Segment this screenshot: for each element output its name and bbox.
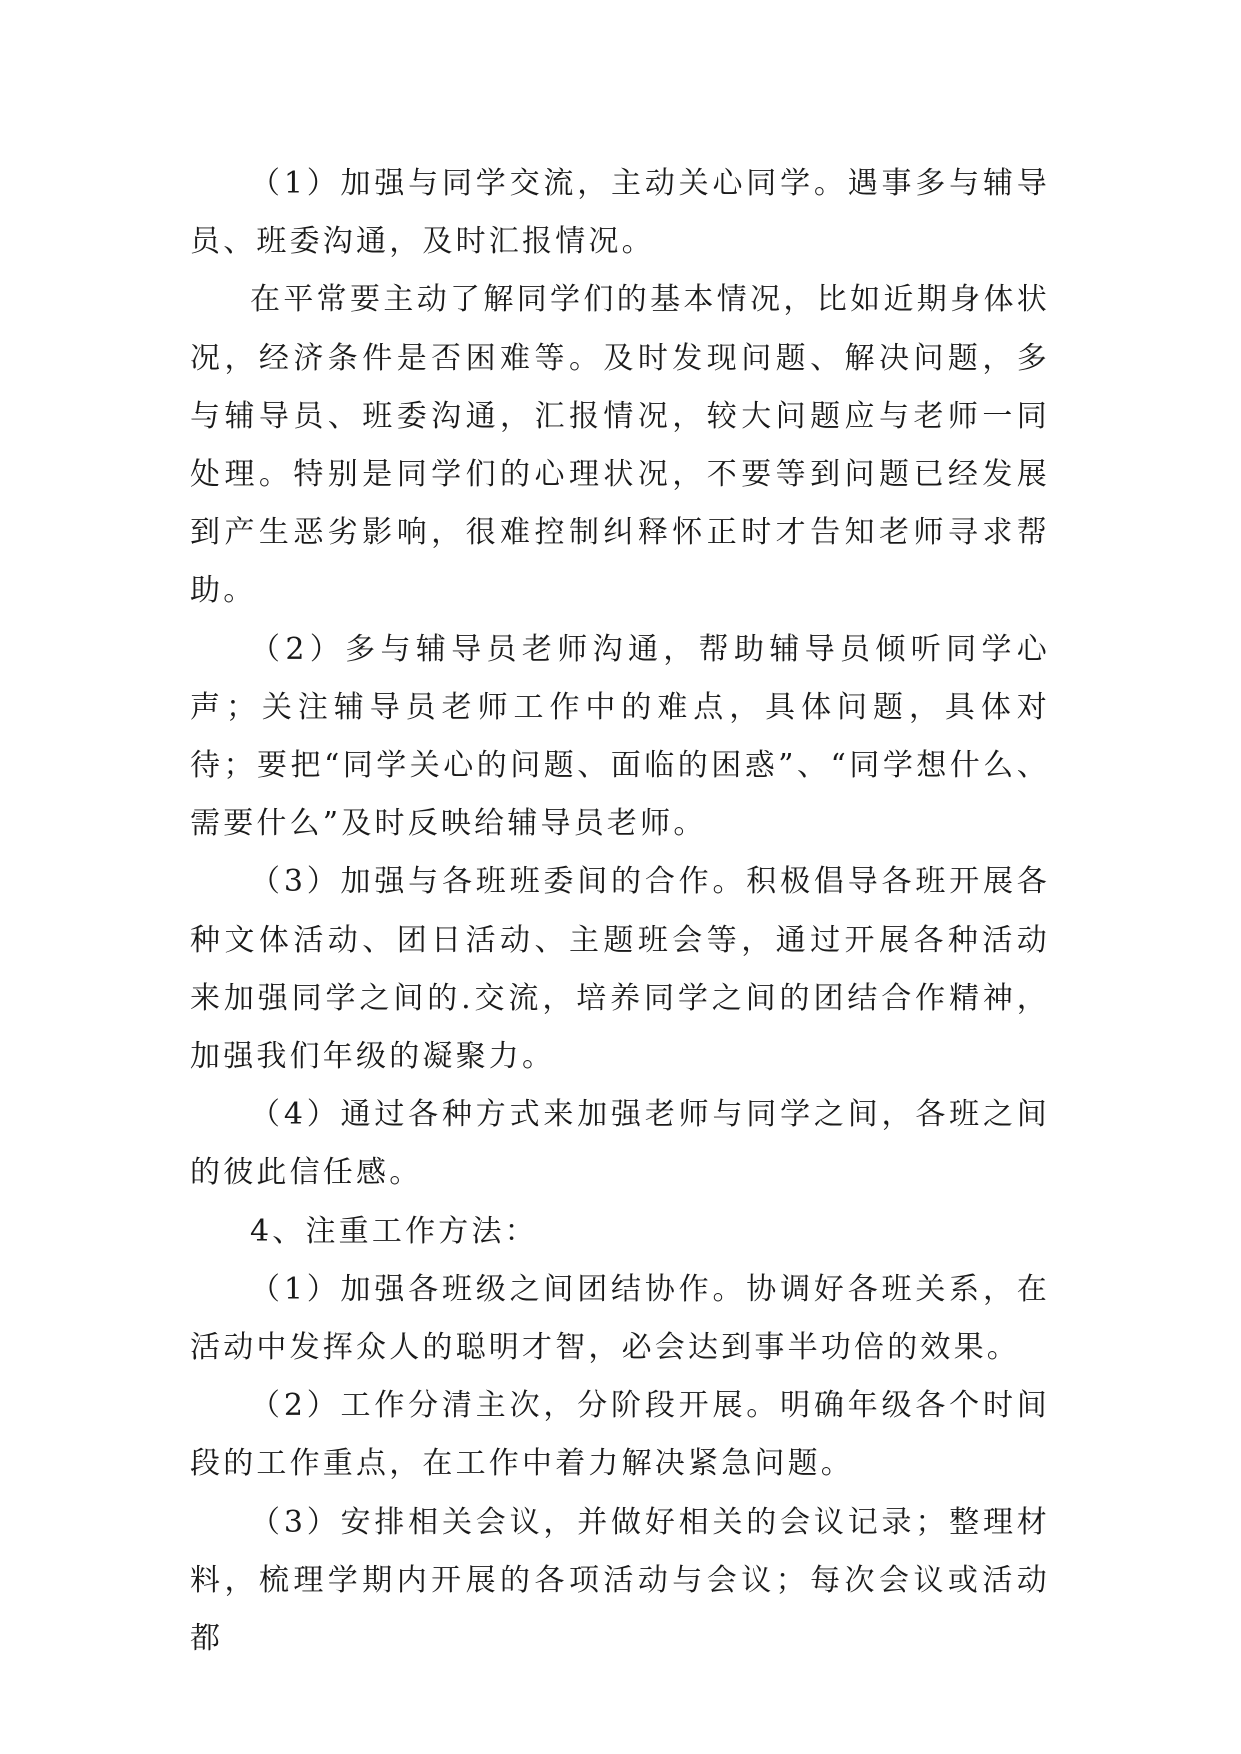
paragraph: （3）加强与各班班委间的合作。积极倡导各班开展各种文体活动、团日活动、主题班会等，通过开展各种活动来加强同学之间的.交流，培养同学之间的团结合作精神，加强我们年级的凝聚力。	[190, 864, 1050, 1075]
paragraph: （2）多与辅导员老师沟通，帮助辅导员倾听同学心声；关注辅导员老师工作中的难点，具体问题，具体对待；要把“同学关心的问题、面临的困惑”、“同学想什么、需要什么”及时反映给辅导员老师。	[190, 631, 1050, 842]
section-heading: 4、注重工作方法：	[250, 1213, 538, 1249]
paragraph: （3）安排相关会议，并做好相关的会议记录；整理材料，梳理学期内开展的各项活动与会议；每次会议或活动都	[190, 1504, 1050, 1657]
paragraph: （4）通过各种方式来加强老师与同学之间，各班之间的彼此信任感。	[190, 1097, 1050, 1191]
paragraph: 在平常要主动了解同学们的基本情况，比如近期身体状况，经济条件是否困难等。及时发现问题、解决问题，多与辅导员、班委沟通，汇报情况，较大问题应与老师一同处理。特别是同学们的心理状况，不要等到问题已经发展到产生恶劣影响，很难控制纠释怀正时才告知老师寻求帮助。	[190, 282, 1050, 609]
paragraph: （1）加强各班级之间团结协作。协调好各班关系，在活动中发挥众人的聪明才智，必会达到事半功倍的效果。	[190, 1271, 1050, 1366]
paragraph: （2）工作分清主次，分阶段开展。明确年级各个时间段的工作重点，在工作中着力解决紧急问题。	[190, 1388, 1050, 1482]
paragraph: （1）加强与同学交流，主动关心同学。遇事多与辅导员、班委沟通，及时汇报情况。	[190, 166, 1050, 260]
document-body	[190, 155, 1050, 1668]
